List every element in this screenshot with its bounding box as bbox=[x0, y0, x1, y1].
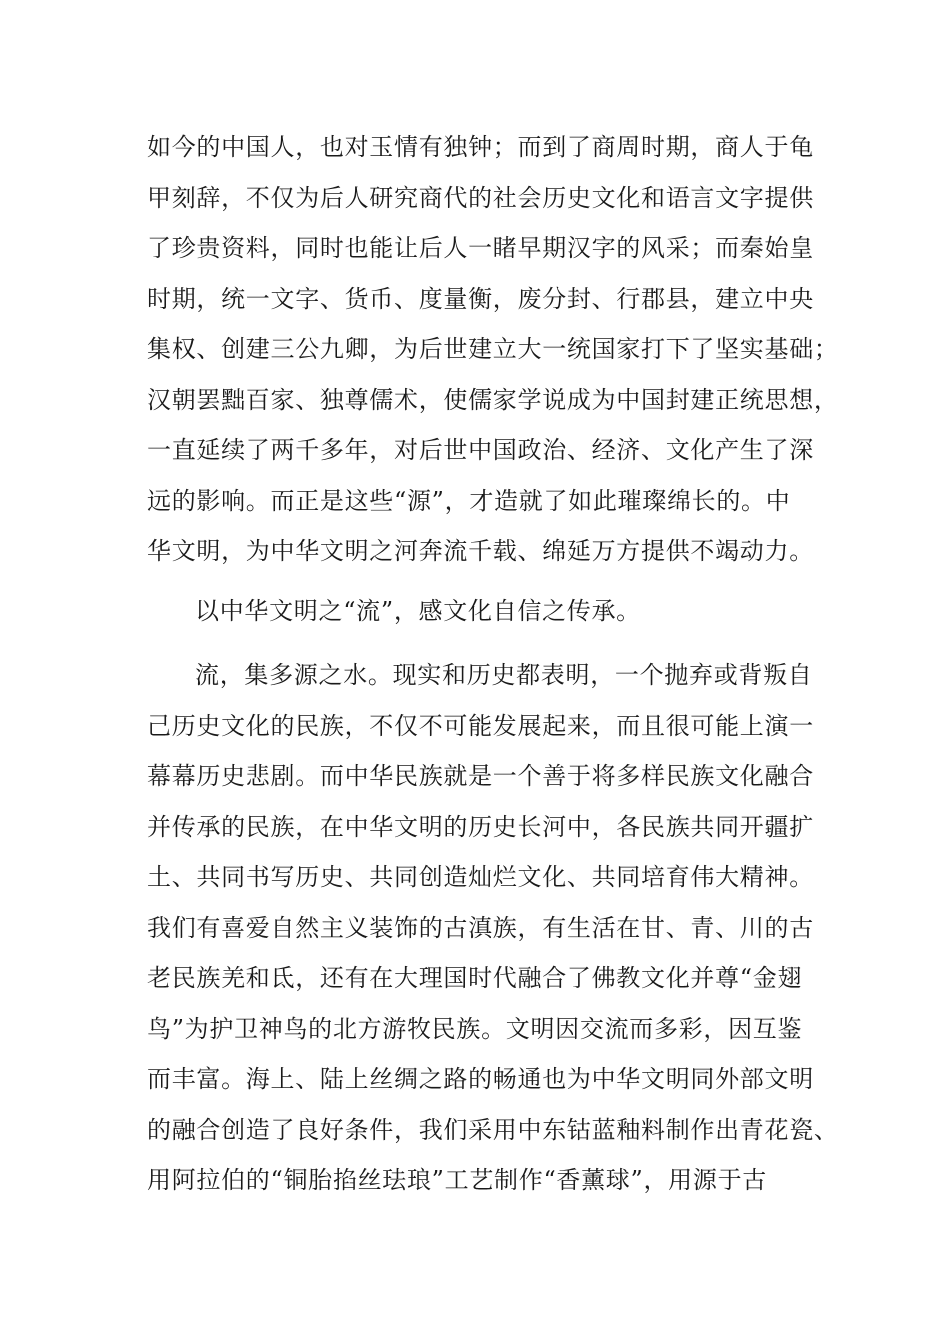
section-heading: 以中华文明之“流”，感文化自信之传承。 bbox=[195, 597, 641, 625]
text-line: 己历史文化的民族，不仅不可能发展起来，而且很可能上演一 bbox=[147, 711, 814, 740]
text-line: 时期，统一文字、货币、度量衡，废分封、行郡县，建立中央 bbox=[147, 284, 814, 313]
text-line: 土、共同书写历史、共同创造灿烂文化、共同培育伟大精神。 bbox=[147, 863, 814, 891]
text-line: 的融合创造了良好条件，我们采用中东钴蓝釉料制作出青花瓷、 bbox=[147, 1115, 839, 1144]
text-line: 了珍贵资料，同时也能让后人一睹早期汉字的风采；而秦始皇 bbox=[147, 234, 814, 262]
text-line: 远的影响。而正是这些“源”，才造就了如此璀璨绵长的。中 bbox=[147, 486, 791, 515]
text-line: 如今的中国人，也对玉情有独钟；而到了商周时期，商人于龟 bbox=[147, 133, 814, 161]
text-line: 幕幕历史悲剧。而中华民族就是一个善于将多样民族文化融合 bbox=[147, 762, 814, 790]
paragraph-1 bbox=[147, 122, 839, 577]
text-line: 汉朝罢黜百家、独尊儒术，使儒家学说成为中国封建正统思想， bbox=[147, 385, 839, 414]
text-line: 老民族羌和氐，还有在大理国时代融合了佛教文化并尊“金翅 bbox=[147, 964, 803, 992]
text-line: 并传承的民族，在中华文明的历史长河中，各民族共同开疆扩 bbox=[147, 812, 814, 841]
text-line: 集权、创建三公九卿，为后世建立大一统国家打下了坚实基础； bbox=[147, 335, 839, 363]
text-line: 我们有喜爱自然主义装饰的古滇族，有生活在甘、青、川的古 bbox=[147, 913, 814, 942]
text-line: 鸟”为护卫神鸟的北方游牧民族。文明因交流而多彩，因互鉴 bbox=[147, 1014, 803, 1043]
text-line: 华文明，为中华文明之河奔流千载、绵延万方提供不竭动力。 bbox=[147, 537, 814, 565]
text-line: 甲刻辞，不仅为后人研究商代的社会历史文化和语言文字提供 bbox=[147, 183, 814, 212]
text-line: 流，集多源之水。现实和历史都表明，一个抛弃或背叛自 bbox=[195, 661, 813, 689]
text-line: 而丰富。海上、陆上丝绸之路的畅通也为中华文明同外部文明 bbox=[147, 1065, 814, 1093]
text-line: 一直延续了两千多年，对后世中国政治、经济、文化产生了深 bbox=[147, 436, 814, 464]
section-heading-block bbox=[147, 586, 827, 637]
paragraph-2 bbox=[147, 650, 839, 1206]
text-line: 用阿拉伯的“铜胎掐丝珐琅”工艺制作“香薰球”，用源于古 bbox=[147, 1166, 767, 1194]
